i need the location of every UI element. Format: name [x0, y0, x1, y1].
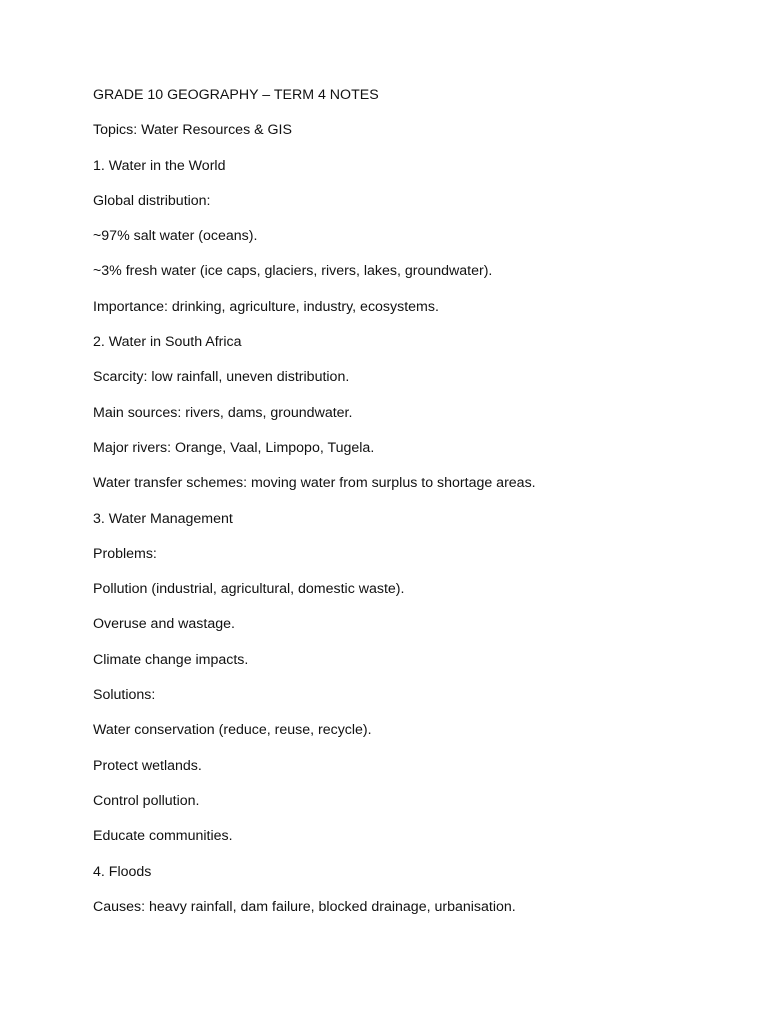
- document-title: GRADE 10 GEOGRAPHY – TERM 4 NOTES: [93, 87, 379, 103]
- topics-line: Topics: Water Resources & GIS: [93, 122, 292, 139]
- text-line: Major rivers: Orange, Vaal, Limpopo, Tugela.: [93, 439, 375, 456]
- text-line: Global distribution:: [93, 192, 211, 209]
- document-body: [93, 85, 733, 932]
- text-line: Educate communities.: [93, 828, 233, 845]
- text-line: Control pollution.: [93, 792, 200, 809]
- text-line: Importance: drinking, agriculture, industry, ecosystems.: [93, 298, 439, 315]
- text-line: Water transfer schemes: moving water from surplus to shortage areas.: [93, 475, 536, 492]
- text-line: ~97% salt water (oceans).: [93, 228, 258, 245]
- text-line: Protect wetlands.: [93, 757, 202, 774]
- text-line: Pollution (industrial, agricultural, domestic waste).: [93, 581, 405, 598]
- text-line: Scarcity: low rainfall, uneven distribution.: [93, 369, 350, 386]
- text-line: Water conservation (reduce, reuse, recycle).: [93, 722, 372, 739]
- section-heading-water-management: 3. Water Management: [93, 510, 233, 527]
- text-line: Main sources: rivers, dams, groundwater.: [93, 404, 353, 421]
- text-line: ~3% fresh water (ice caps, glaciers, rivers, lakes, groundwater).: [93, 263, 493, 280]
- section-heading-water-in-south-africa: 2. Water in South Africa: [93, 334, 242, 351]
- text-line: Solutions:: [93, 687, 156, 704]
- section-heading-floods: 4. Floods: [93, 863, 152, 880]
- text-line: Climate change impacts.: [93, 651, 249, 668]
- text-line: Problems:: [93, 545, 157, 562]
- section-heading-water-in-the-world: 1. Water in the World: [93, 157, 226, 174]
- text-line: Causes: heavy rainfall, dam failure, blocked drainage, urbanisation.: [93, 898, 516, 915]
- text-line: Overuse and wastage.: [93, 616, 235, 633]
